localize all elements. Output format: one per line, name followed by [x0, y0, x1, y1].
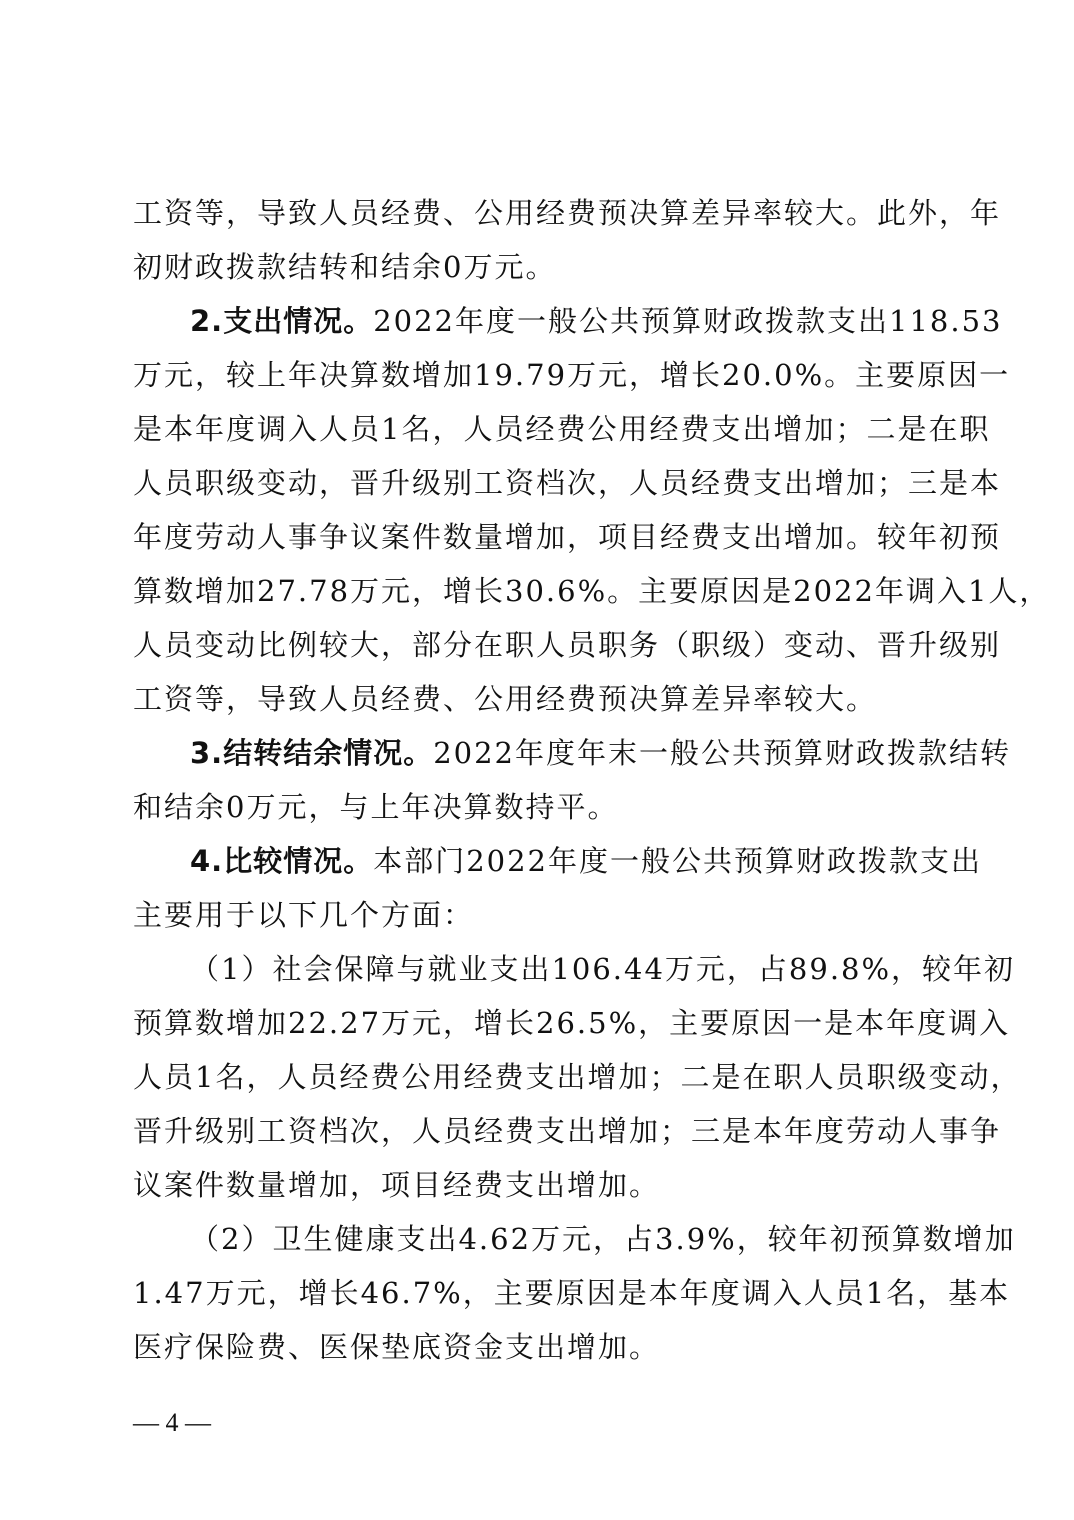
section-heading-comparison: 4.比较情况。 [190, 844, 374, 878]
text-line: 本部门2022年度一般公共预算财政拨款支出 [373, 844, 983, 878]
text-line: 主要用于以下几个方面： [133, 898, 475, 932]
paragraph-comparison [190, 841, 983, 881]
text-line: 人员职级变动，晋升级别工资档次，人员经费支出增加；三是本 [133, 466, 1002, 500]
text-line: （2）卫生健康支出4.62万元，占3.9%，较年初预算数增加 [190, 1222, 1016, 1256]
text-line: 和结余0万元，与上年决算数持平。 [133, 790, 619, 824]
text-line: 万元，较上年决算数增加19.79万元，增长20.0%。主要原因一 [133, 358, 1011, 392]
text-line: 是本年度调入人员1名，人员经费公用经费支出增加；二是在职 [133, 412, 991, 446]
page-number: — 4 — [133, 1408, 211, 1437]
text-line: 年度劳动人事争议案件数量增加，项目经费支出增加。较年初预 [133, 520, 1002, 554]
text-line: 2022年度年末一般公共预算财政拨款结转 [433, 736, 1012, 770]
text-line: 工资等，导致人员经费、公用经费预决算差异率较大。此外，年 [133, 196, 1002, 230]
text-line: 人员1名，人员经费公用经费支出增加；二是在职人员职级变动， [133, 1060, 1022, 1094]
text-line: （1）社会保障与就业支出106.44万元，占89.8%，较年初 [190, 952, 1016, 986]
text-line: 晋升级别工资档次，人员经费支出增加；三是本年度劳动人事争 [133, 1114, 1002, 1148]
paragraph-carryover [190, 733, 1012, 773]
section-heading-carryover: 3.结转结余情况。 [190, 736, 434, 770]
text-line: 议案件数量增加，项目经费支出增加。 [133, 1168, 661, 1202]
text-line: 初财政拨款结转和结余0万元。 [133, 250, 557, 284]
text-line: 算数增加27.78万元，增长30.6%。主要原因是2022年调入1人， [133, 574, 1051, 608]
text-line: 1.47万元，增长46.7%，主要原因是本年度调入人员1名，基本 [133, 1276, 1011, 1310]
text-line: 医疗保险费、医保垫底资金支出增加。 [133, 1330, 661, 1364]
paragraph-expenditure [190, 301, 1003, 341]
text-line: 预算数增加22.27万元，增长26.5%，主要原因一是本年度调入 [133, 1006, 1011, 1040]
text-line: 工资等，导致人员经费、公用经费预决算差异率较大。 [133, 682, 878, 716]
text-line: 人员变动比例较大，部分在职人员职务（职级）变动、晋升级别 [133, 628, 1002, 662]
text-line: 2022年度一般公共预算财政拨款支出118.53 [373, 304, 1003, 338]
section-heading-expenditure: 2.支出情况。 [190, 304, 374, 338]
